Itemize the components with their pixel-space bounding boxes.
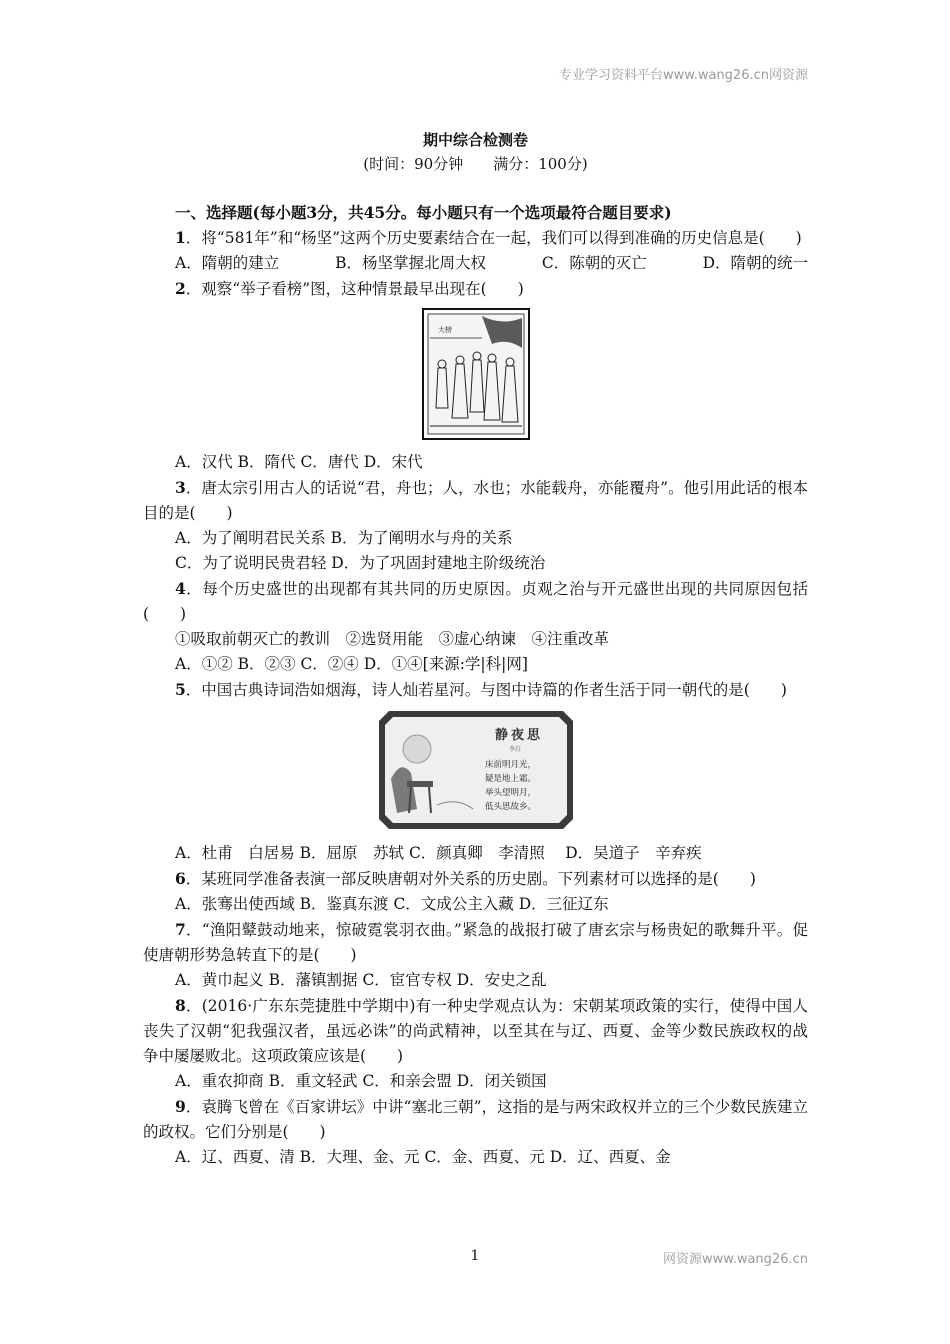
option: B．杨坚掌握北周大权 [335,254,486,272]
footer-watermark: 网资源www.wang26.cn [663,1252,808,1267]
question-1-options [143,251,808,276]
question-4: 4．每个历史盛世的出现都有其共同的历史原因。贞观之治与开元盛世出现的共同原因包括( ) [143,579,808,623]
poem-line: 床前明月光， [484,760,536,770]
section-heading: 一、选择题(每小题3分，共45分。每小题只有一个选项最符合题目要求) [175,203,672,222]
question-6-options: A．张骞出使西域 B．鉴真东渡 C．文成公主入藏 D．三征辽东 [175,895,609,913]
question-3-options: A．为了阐明君民关系 B．为了阐明水与舟的关系 [175,529,513,547]
poem-illustration [377,709,575,831]
option: C．陈朝的灭亡 [541,254,647,272]
header-watermark: 专业学习资料平台www.wang26.cn网资源 [559,68,808,83]
poem-line: 疑是地上霜。 [484,774,536,784]
question-5-options: A．杜甫 白居易 B．屈原 苏轼 C．颜真卿 李清照 D．吴道子 辛弃疾 [175,844,702,862]
question-7-options: A．黄巾起义 B．藩镇割据 C．宦官专权 D．安史之乱 [175,971,547,989]
question-5: 5．中国古典诗词浩如烟海，诗人灿若星河。与图中诗篇的作者生活于同一朝代的是( ) [175,680,787,699]
poem-line: 低头思故乡。 [484,802,536,812]
question-2-options: A．汉代 B．隋代 C．唐代 D．宋代 [175,453,423,471]
exam-content [143,124,808,1170]
question-4-items: ①吸取前朝灭亡的教训 ②选贤用能 ③虚心纳谏 ④注重改革 [175,630,610,648]
question-8: 8．(2016·广东东莞捷胜中学期中)有一种史学观点认为：宋朝某项政策的实行，使得中国人丧失了汉朝“犯我强汉者，虽远必诛”的尚武精神，以至其在与辽、西夏、金等少数民族政权的战争中屡屡败北。这项政策应该是( ) [143,996,808,1065]
exam-subtitle: (时间：90分钟 满分：100分) [363,155,588,173]
exam-title: 期中综合检测卷 [422,131,528,149]
question-6: 6．某班同学准备表演一部反映唐朝对外关系的历史剧。下列素材可以选择的是( ) [175,869,756,888]
exam-results-figure [143,308,808,440]
question-9: 9．袁腾飞曾在《百家讲坛》中讲“塞北三朝”，这指的是与两宋政权并立的三个少数民族建立的政权。它们分别是( ) [143,1097,808,1141]
question-8-options: A．重农抑商 B．重文轻武 C．和亲会盟 D．闭关锁国 [175,1072,547,1090]
option: D．隋朝的统一 [702,254,808,272]
figure-caption: 大榜 [437,326,452,334]
option: A．隋朝的建立 [175,254,280,272]
question-4-options: A．①② B．②③ C．②④ D．①④[来源:学|科|网] [175,655,528,673]
question-2: 2．观察“举子看榜”图，这种情景最早出现在( ) [175,279,524,298]
question-7: 7．“渔阳鼙鼓动地来，惊破霓裳羽衣曲。”紧急的战报打破了唐玄宗与杨贵妃的歌舞升平。促使唐朝形势急转直下的是( ) [143,920,808,964]
poem-line: 举头望明月， [484,788,536,798]
poem-title: 静夜思 [494,728,543,743]
question-3-options: C．为了说明民贵君轻 D．为了巩固封建地主阶级统治 [175,554,546,572]
question-3: 3．唐太宗引用古人的话说“君，舟也；人，水也；水能载舟，亦能覆舟”。他引用此话的根本目的是( ) [143,478,808,522]
question-1: 1．将“581年”和“杨坚”这两个历史要素结合在一起，我们可以得到准确的历史信息是( ) [175,228,802,247]
poem-author: 李白 [508,746,521,753]
page-number: 1 [470,1248,480,1264]
poem-figure [143,709,808,831]
candidates-viewing-list-illustration [422,308,530,440]
question-9-options: A．辽、西夏、清 B．大理、金、元 C．金、西夏、元 D．辽、西夏、金 [175,1148,671,1166]
